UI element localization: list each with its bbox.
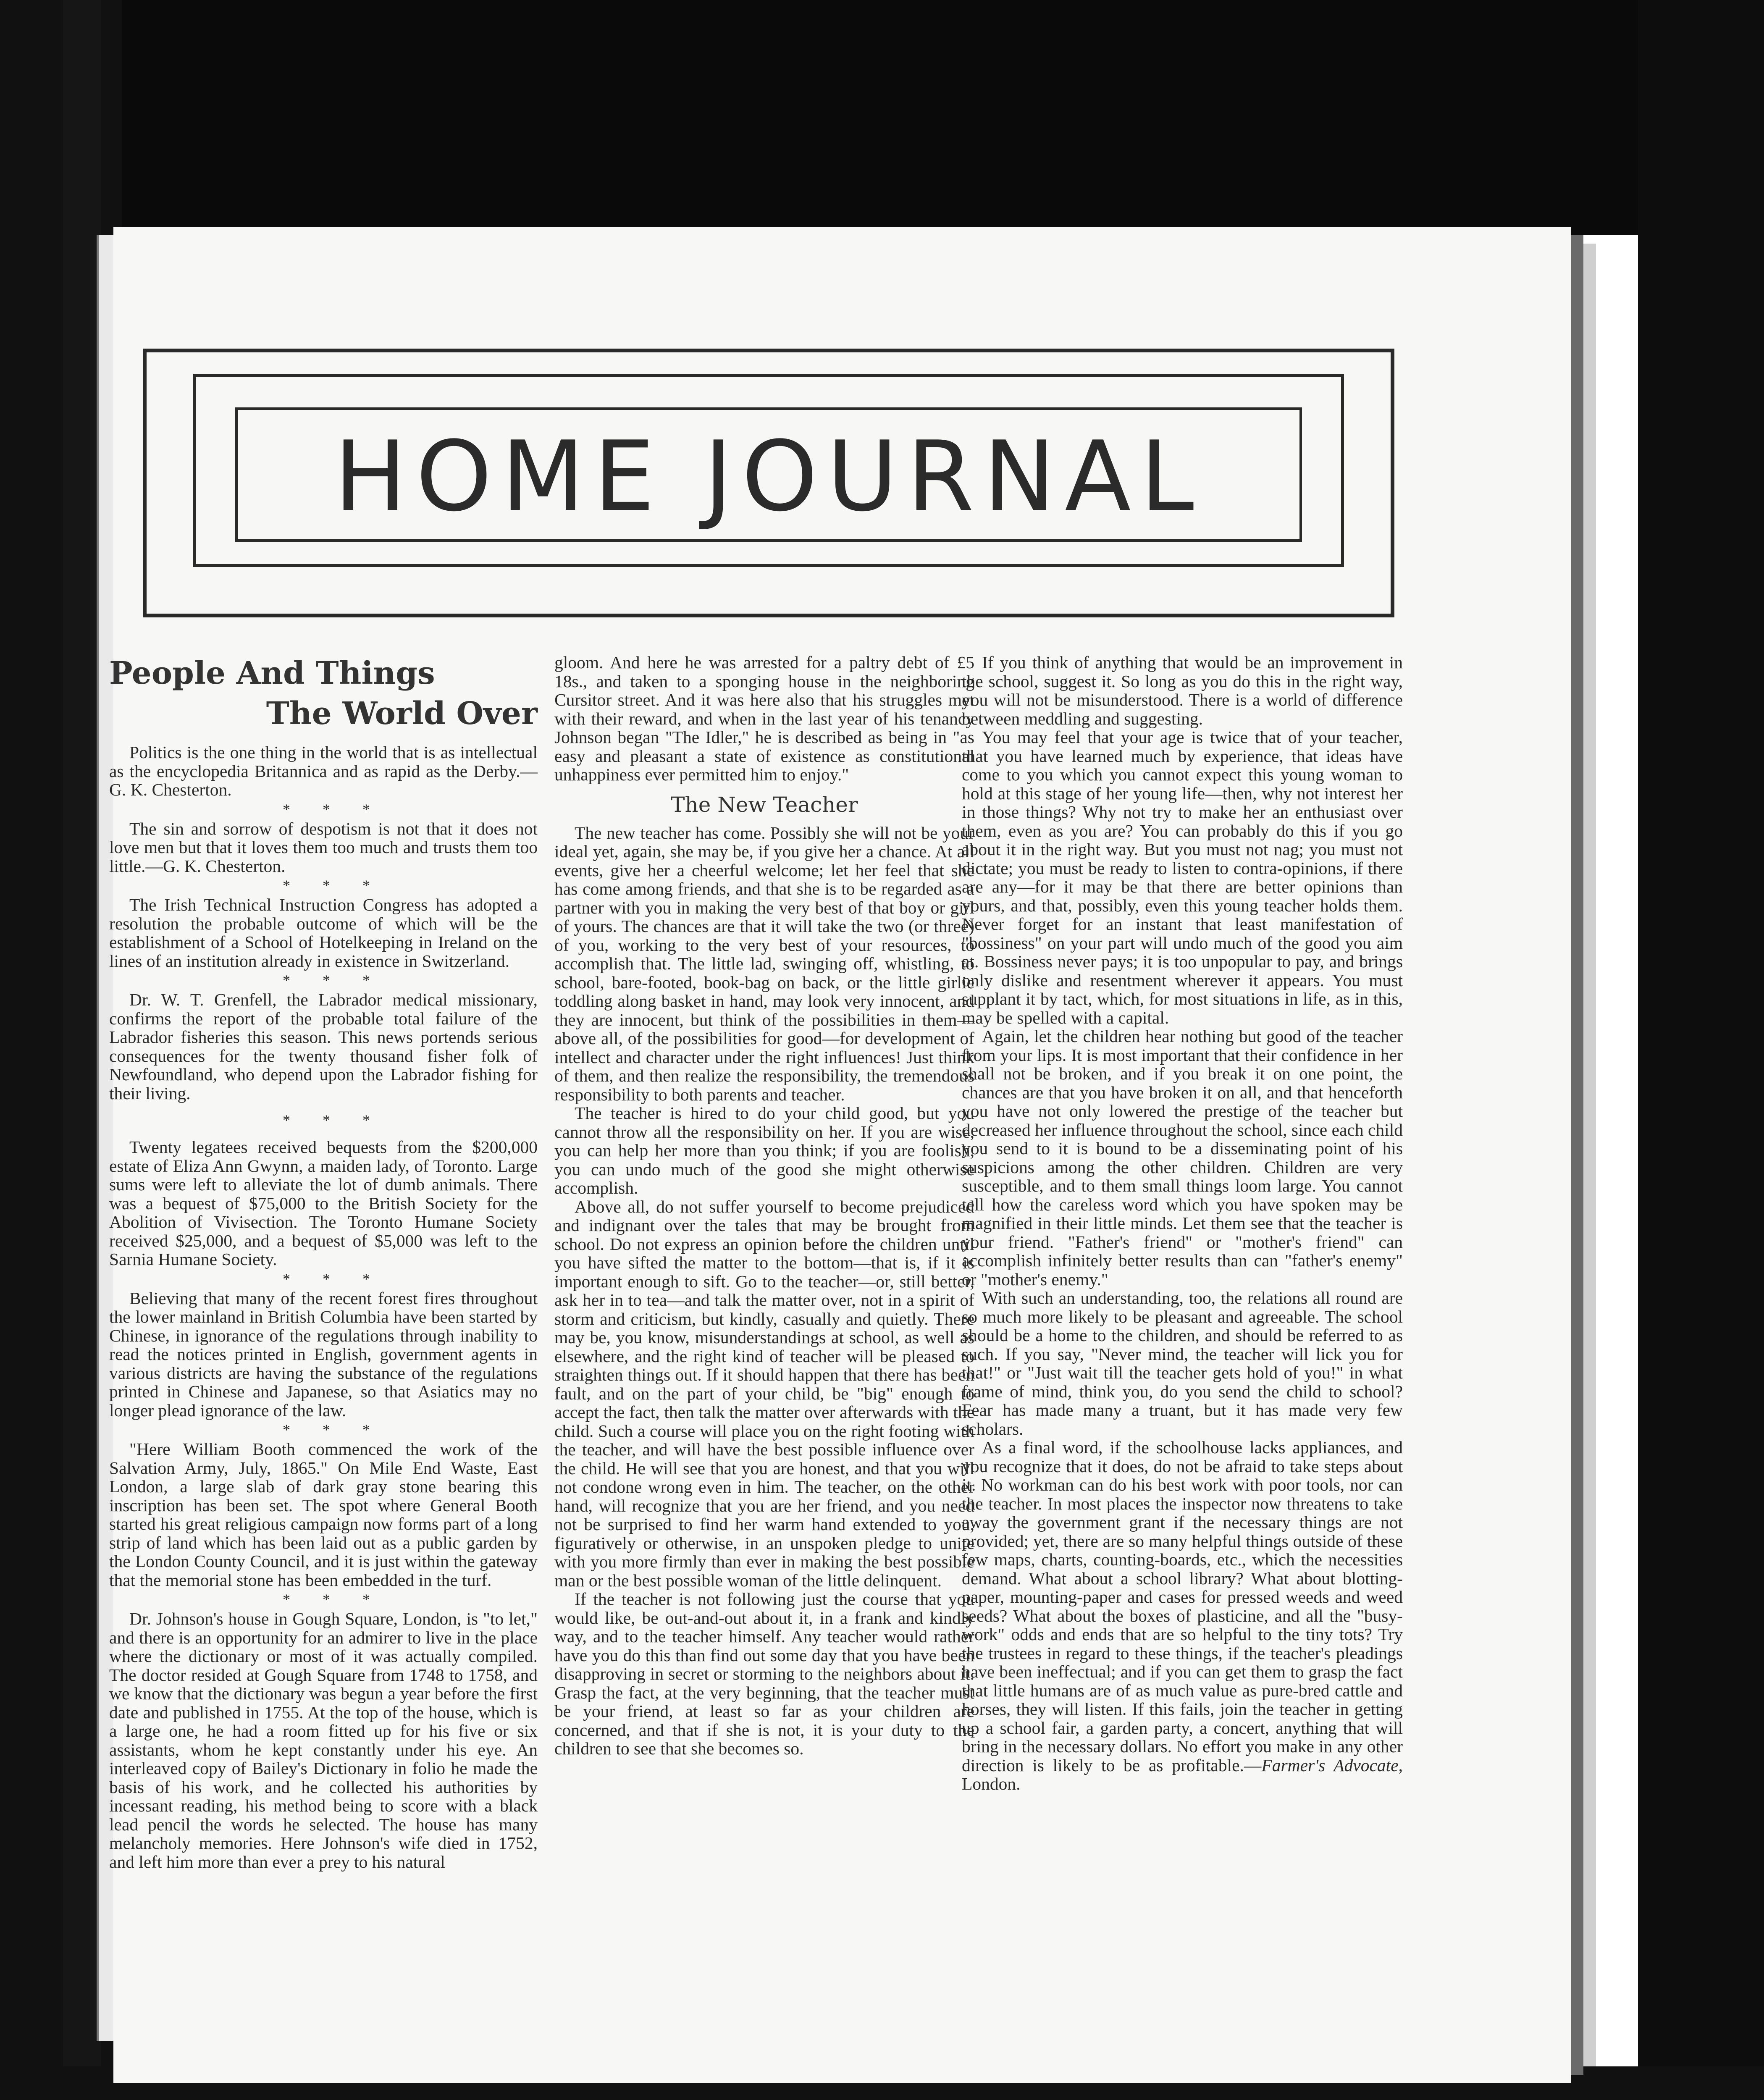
source-credit: Farmer's Advocate xyxy=(1261,1755,1399,1775)
masthead-title: HOME JOURNAL xyxy=(334,420,1203,533)
item-separator: * * * xyxy=(283,1591,384,1608)
scan-dark-margin-right xyxy=(1638,0,1764,2100)
article-paragraph: The teacher is hired to do your child good, but you cannot throw all the responsibility on her. If you are wise, you can help her more than you think; if you are foolish, you can undo much of the good she might otherwise accomplish. xyxy=(554,1103,974,1197)
item-separator: * * * xyxy=(283,1112,384,1129)
article-paragraph: If the teacher is not following just the course that you would like, be out-and-out about it, in a frank and kindly way, and to the teacher himself. Any teacher would rather have you do this than find out some day that you have been disapproving in secret or storming to the neighbors about it. Grasp the fact, at the very beginning, that the teacher must be your friend, at least so far as your children are concerned, and that if she is not, it is your duty to the children to see that she becomes so. xyxy=(554,1589,974,1758)
source-credit-tail: , London. xyxy=(962,1755,1403,1793)
scan-dark-margin-top xyxy=(101,0,1764,235)
article-paragraph: The new teacher has come. Possibly she will not be your ideal yet, again, she may be, if you give her a chance. At all events, give her a cheerful welcome; let her feel that she has come among friends, and that she is to be regarded as a partner with you in making the very best of that boy or girl of yours. The chances are that it will take the two (or three) of you, working to the very best of your resources, to accomplish that. The little lad, swinging off, whistling, to school, bare-footed, book-bag on back, or the little girlie toddling along basket in hand, may look very innocent, and they are innocent, but think of the possibilities in them—above all, of the possibilities for good—for development of intellect and character under the right influences! Just think of them, and then realize the responsibility, the tremendous responsibility to both parents and teacher. xyxy=(554,823,974,1104)
news-item: Dr. Johnson's house in Gough Square, London, is "to let," and there is an opportunity for an admirer to live in the place where the dictionary or most of it was actually compiled. The doctor resided at Gough Square from 1748 to 1758, and we know that the dictionary was begun a year before the first date and published in 1755. At the top of the house, which is a large one, he had a room fitted up for his five or six assistants, whom he kept constantly under his eye. An interleaved copy of Bailey's Dictionary in folio he made the basis of his work, and he collected his authorities by incessant reading, his method being to score with a black lead pencil the words he selected. The house has many melancholy memories. Here Johnson's wife died in 1752, and left him more than ever a prey to his natural xyxy=(109,1609,538,1872)
book-binding xyxy=(63,0,101,2100)
news-item: The Irish Technical Instruction Congress has adopted a resolution the probable outcome of which will be the establishment of a School of Hotelkeeping in Ireland on the lines of an institution already in existence in Switzerland. xyxy=(109,895,538,971)
headline-line-2: The World Over xyxy=(266,696,538,732)
news-item: "Here William Booth commenced the work of the Salvation Army, July, 1865." On Mile End Waste, East London, a large slab of dark gray stone bearing this inscription has been set. The spot where General Booth started his great religious campaign now forms part of a long strip of land which has been laid out as a public garden by the London County Council, and it is just within the gateway that the memorial stone has been embedded in the turf. xyxy=(109,1439,538,1590)
headline-line-1: People And Things xyxy=(109,655,435,691)
page-edge-shadow xyxy=(1571,235,1583,2075)
article-paragraph: Above all, do not suffer yourself to become prejudiced and indignant over the tales that may be brought from school. Do not express an opinion before the children until you have sifted the matter to the bottom—that is, if it is important enough to sift. Go to the teacher—or, still better, ask her in to tea—and talk the matter over, not in a spirit of storm and criticism, but kindly, casually and quietly. There may be, you know, misunderstandings at school, as well as elsewhere, and the right kind of teacher will be pleased to straighten things out. If it should happen that there has been fault, and on the part of your child, be "big" enough to accept the fact, then talk the matter over afterwards with the child. Such a course will place you on the right footing with the teacher, and will have the best possible influence over the child. He will see that you are honest, and that you will not condone wrong even in him. The teacher, on the other hand, will recognize that you are her friend, and you need not be surprised to find her warm hand extended to you, figuratively or otherwise, in an unspoken pledge to unite with you more firmly than ever in making the best possible man or the best possible woman of the little delinquent. xyxy=(554,1197,974,1590)
item-separator: * * * xyxy=(283,877,384,894)
news-item-continued: gloom. And here he was arrested for a paltry debt of £5 18s., and taken to a sponging house in the neighboring Cursitor street. And it was here also that his struggles met with their reward, and when in the last year of his tenancy Johnson began "The Idler," he is described as being in "as easy and pleasant a state of existence as constitutional unhappiness ever permitted him to enjoy." xyxy=(554,653,974,784)
page-stack-edge xyxy=(1583,244,1596,2066)
article-headline xyxy=(109,653,538,734)
column-2 xyxy=(554,653,974,1758)
news-item: Politics is the one thing in the world that is as intellectual as the encyclopedia Britannica and as rapid as the Derby.—G. K. Chesterton. xyxy=(109,743,538,799)
item-separator: * * * xyxy=(283,1270,384,1287)
column-3 xyxy=(962,653,1403,1793)
item-separator: * * * xyxy=(283,1421,384,1438)
article-paragraph: You may feel that your age is twice that of your teacher, that you have learned much by experience, that ideas have come to you which you cannot expect this young woman to hold at this stage of her young life—then, why not interest her in those things? Why not try to make her an enthusiast over them, even as you are? You can probably do this if you go about it in the right way. But you must not nag; you must not dictate; you must be ready to listen to contra-opinions, if there are any—for it may be that there are better opinions than yours, and that, possibly, even this young teacher holds them. Never forget for an instant that least manifestation of "bossiness" on your part will undo much of the good you aim at. Bossiness never pays; it is too unpopular to pay, and brings only dislike and resentment wherever it appears. You must supplant it by tact, which, for most situations in life, as in this, may be spelled with a capital. xyxy=(962,727,1403,1027)
column-1 xyxy=(109,653,538,1871)
article-headline-new-teacher: The New Teacher xyxy=(671,792,858,817)
article-paragraph: Again, let the children hear nothing but good of the teacher from your lips. It is most important that their confidence in her shall not be broken, and if you break it on one point, the chances are that you have broken it on all, and that henceforth you have not only lowered the prestige of the teacher but decreased her influence throughout the school, since each child you send to it is bound to be a disseminating point of his suspicions among the other children. Children are very susceptible, and to them small things loom large. You cannot tell how the careless word which you have spoken may be magnified in their little minds. Let them see that the teacher is your friend. "Father's friend" or "mother's friend" can accomplish infinitely better results than can "father's enemy" or "mother's enemy." xyxy=(962,1026,1403,1289)
item-separator: * * * xyxy=(283,801,384,818)
news-item: Dr. W. T. Grenfell, the Labrador medical missionary, confirms the report of the probable total failure of the Labrador fisheries this season. This news portends serious consequences for the twenty thousand fisher folk of Newfoundland, who depend upon the Labrador fishing for their living. xyxy=(109,990,538,1103)
article-paragraph: If you think of anything that would be an improvement in the school, suggest it. So long as you do this in the right way, you will not be misunderstood. There is a world of difference between meddling and suggesting. xyxy=(962,653,1403,728)
final-paragraph-text: As a final word, if the schoolhouse lacks appliances, and you recognize that it does, do not be afraid to take steps about it. No workman can do his best work with poor tools, nor can the teacher. In most places the inspector now threatens to take away the government grant if the necessary things are not provided; yet, there are so many helpful things outside of these few maps, charts, counting-boards, etc., which the necessities demand. What about a school library? What about blotting-paper, mounting-paper and cases for pressed weeds and weed seeds? What about the boxes of plasticine, and all the "busy-work" odds and ends that are so helpful to the tiny tots? Try the trustees in regard to these things, if the teacher's pleadings have been ineffectual; and if you can get them to grasp the fact that little humans are of as much value as pure-bred cattle and horses, they will listen. If this fails, join the teacher in getting up a school fair, a garden party, a concert, anything that will bring in the necessary dollars. No effort you make in any other direction is likely to be as profitable.— xyxy=(962,1438,1403,1775)
news-item: The sin and sorrow of despotism is not that it does not love men but that it loves them too much and trusts them too little.—G. K. Chesterton. xyxy=(109,819,538,876)
news-item: Believing that many of the recent forest fires throughout the lower mainland in British Columbia have been started by Chinese, in ignorance of the regulations through inability to read the notices printed in English, government agents in various districts are having the substance of the regulations printed in Chinese and Japanese, so that Asiatics may no longer plead ignorance of the law. xyxy=(109,1288,538,1420)
news-item: Twenty legatees received bequests from the $200,000 estate of Eliza Ann Gwynn, a maiden lady, of Toronto. Large sums were left to alleviate the lot of dumb animals. There was a bequest of $75,000 to the British Society for the Abolition of Vivisection. The Toronto Humane Society received $25,000, and a bequest of $5,000 was left to the Sarnia Humane Society. xyxy=(109,1137,538,1269)
item-separator: * * * xyxy=(283,972,384,989)
article-paragraph: With such an understanding, too, the relations all round are so much more likely to be pleasant and agreeable. The school should be a home to the children, and should be referred to as such. If you say, "Never mind, the teacher will lick you for that!" or "Just wait till the teacher gets hold of you!" in what frame of mind, think you, do you send the child to school? Fear has made many a truant, but it has made very few scholars. xyxy=(962,1288,1403,1438)
article-paragraph-final xyxy=(962,1438,1403,1793)
